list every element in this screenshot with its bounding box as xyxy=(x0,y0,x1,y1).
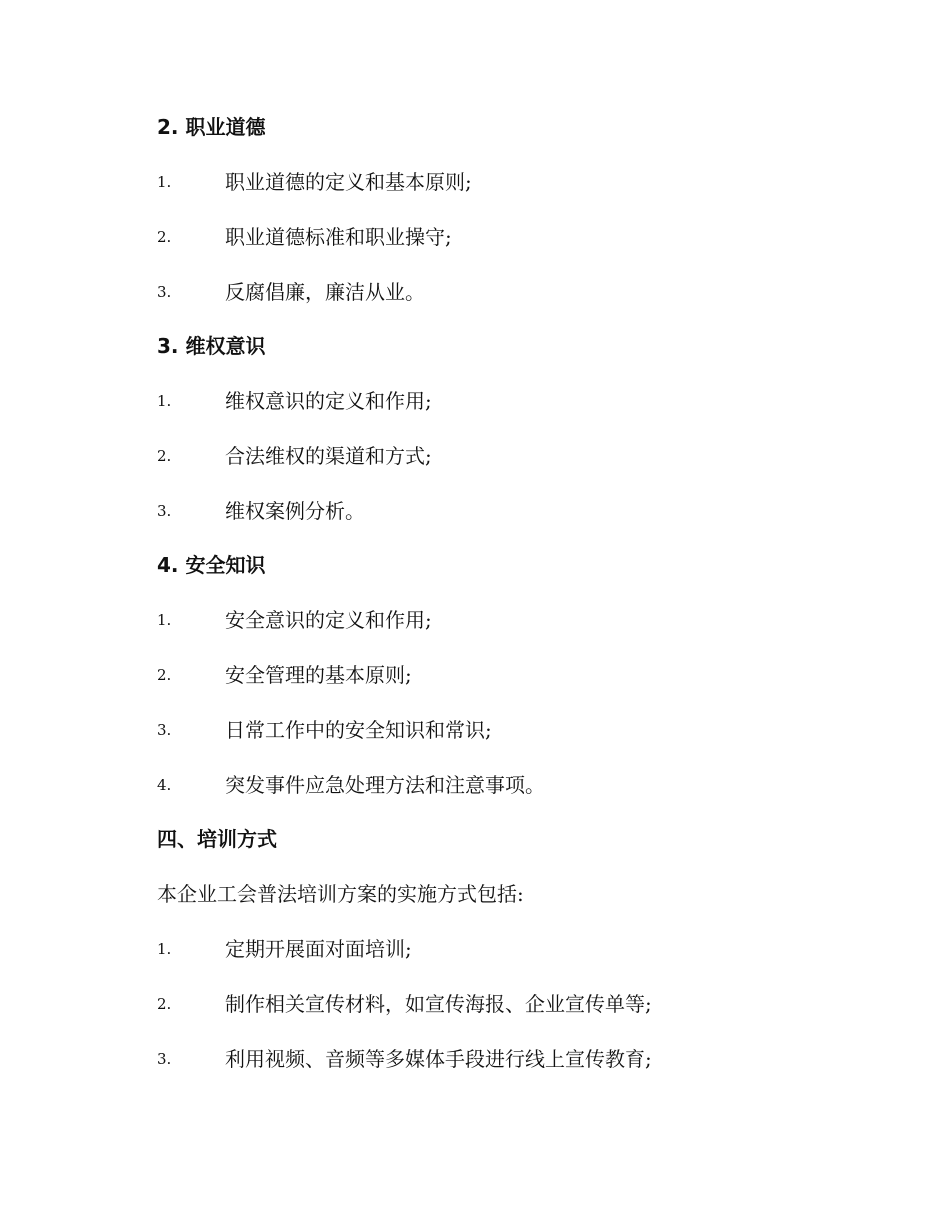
list-item-number: 1. xyxy=(157,173,172,191)
list-item-number: 2. xyxy=(157,228,172,246)
list-item xyxy=(157,496,857,526)
list-item-number: 3. xyxy=(157,1050,172,1068)
list-item-text: 合法维权的渠道和方式; xyxy=(225,444,432,468)
list-item-number: 1. xyxy=(157,392,172,410)
list-item xyxy=(157,715,857,745)
list-item xyxy=(157,1044,857,1074)
list-item-number: 4. xyxy=(157,776,172,794)
list-item-number: 2. xyxy=(157,995,172,1013)
list-item-text: 制作相关宣传材料，如宣传海报、企业宣传单等; xyxy=(225,992,652,1016)
section-heading-professional-ethics: 2. 职业道德 xyxy=(157,115,266,139)
list-item-text: 职业道德标准和职业操守; xyxy=(225,225,452,249)
list-item-number: 1. xyxy=(157,940,172,958)
list-item-text: 职业道德的定义和基本原则; xyxy=(225,170,472,194)
list-item xyxy=(157,989,857,1019)
list-item xyxy=(157,222,857,252)
list-item-number: 2. xyxy=(157,666,172,684)
list-item-text: 利用视频、音频等多媒体手段进行线上宣传教育; xyxy=(225,1047,652,1071)
list-item-text: 定期开展面对面培训; xyxy=(225,937,412,961)
list-item-text: 安全意识的定义和作用; xyxy=(225,608,432,632)
list-item-text: 突发事件应急处理方法和注意事项。 xyxy=(225,773,545,797)
list-item-text: 反腐倡廉，廉洁从业。 xyxy=(225,280,425,304)
training-intro-paragraph: 本企业工会普法培训方案的实施方式包括: xyxy=(157,882,524,906)
list-item xyxy=(157,441,857,471)
list-item xyxy=(157,934,857,964)
section-heading-training-methods: 四、培训方式 xyxy=(157,827,277,851)
list-item-text: 维权意识的定义和作用; xyxy=(225,389,432,413)
list-item xyxy=(157,605,857,635)
list-item xyxy=(157,770,857,800)
section-heading-rights-awareness: 3. 维权意识 xyxy=(157,334,266,358)
list-item-number: 3. xyxy=(157,721,172,739)
list-item-text: 维权案例分析。 xyxy=(225,499,365,523)
list-item-text: 安全管理的基本原则; xyxy=(225,663,412,687)
list-item-number: 3. xyxy=(157,502,172,520)
section-heading-safety-knowledge: 4. 安全知识 xyxy=(157,553,266,577)
list-item xyxy=(157,660,857,690)
list-item-text: 日常工作中的安全知识和常识; xyxy=(225,718,492,742)
list-item-number: 2. xyxy=(157,447,172,465)
list-item xyxy=(157,167,857,197)
list-item-number: 1. xyxy=(157,611,172,629)
list-item xyxy=(157,386,857,416)
list-item xyxy=(157,277,857,307)
list-item-number: 3. xyxy=(157,283,172,301)
